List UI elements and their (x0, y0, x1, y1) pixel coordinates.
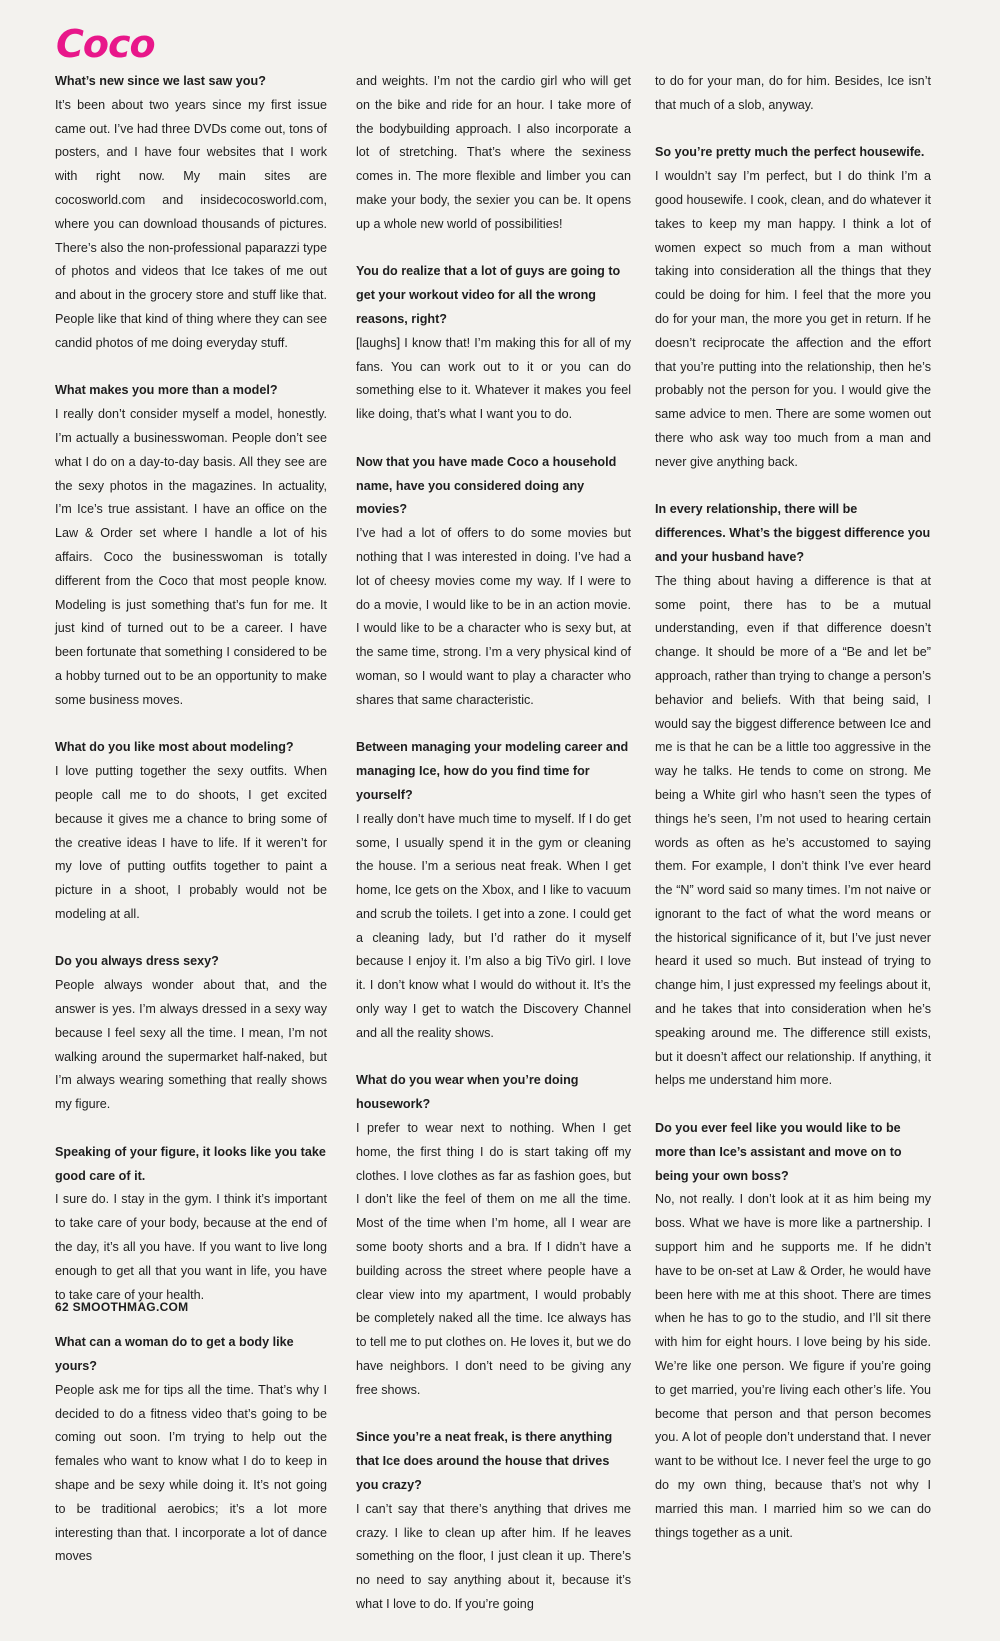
interview-question: In every relationship, there will be differences. What’s the biggest difference you and your husband have? (655, 502, 931, 564)
article-column-3 (655, 70, 931, 1569)
interview-answer: [laughs] I know that! I’m making this for all of my fans. You can work out to it or you can do something else to it. Whatever it makes you feel like doing, that’s what I want you to do. (356, 335, 631, 422)
interview-question: So you’re pretty much the perfect housewife. (655, 145, 925, 160)
interview-answer: I really don’t consider myself a model, honestly. I’m actually a businesswoman. People don’t see what I do on a day-to-day basis. All they see are the sexy photos in the magazines. In actuality, I’m Ice’s true assistant. I have an office on the Law & Order set where I handle a lot of his affairs. Coco the businesswoman is totally different from the Coco that most people know. Modeling is just something that’s fun for me. It just kind of turned out to be a career. I have been fortunate that something I considered to be a hobby turned out to be an opportunity to make some business moves. (55, 407, 327, 707)
interview-answer: No, not really. I don’t look at it as him being my boss. What we have is more like a partnership. I support him and he supports me. If he didn’t have to be on-set at Law & Order, he would have been here with me at this shoot. There are times when he has to go to the studio, and I’ll sit there with him for eight hours. I love being by his side. We’re like one person. We figure if you’re going to get married, you’re living each other’s life. You become that person and that person becomes you. A lot of people don’t understand that. I never want to be without Ice. I never feel the urge to go do my own thing, because that’s not why I married this man. I married him so we can do things together as a unit. (655, 1192, 931, 1540)
interview-answer: The thing about having a difference is that at some point, there has to be a mutual understanding, even if that difference doesn’t change. It should be more of a “Be and let be” approach, rather than trying to change a person’s behavior and beliefs. With that being said, I would say the biggest difference between Ice and me is that he can be a little too aggressive in the way he talks. He tends to come on strong. Me being a White girl who hasn’t seen the types of things he’s seen, I’m not used to hearing certain words as often as he’s accustomed to saying them. For example, I don’t think I’ve ever heard the “N” word said so many times. I’m not naive or ignorant to the fact of what the word means or the historical significance of it, but I’ve just never heard it used so much. But instead of trying to change him, I just expressed my feelings about it, and he takes that into consideration when he’s speaking around me. The difference still exists, but it doesn’t affect our relationship. If anything, it helps me understand him more. (655, 573, 931, 1088)
interview-answer: I prefer to wear next to nothing. When I get home, the first thing I do is start taking off my clothes. I love clothes as far as fashion goes, but I don’t like the feel of them on me all the time. Most of the time when I’m home, all I wear are some booty shorts and a bra. If I didn’t have a building across the street where people have a clear view into my apartment, I would probably be completely naked all the time. Ice always has to tell me to put clothes on. He loves it, but we do have neighbors. I don’t need to be giving any free shows. (356, 1121, 631, 1397)
interview-question: What’s new since we last saw you? (55, 74, 266, 88)
article-column-2 (356, 70, 631, 1641)
interview-question: What can a woman do to get a body like yours? (55, 1335, 294, 1374)
interview-question: Do you always dress sexy? (55, 954, 219, 969)
interview-answer: to do for your man, do for him. Besides, Ice isn’t that much of a slob, anyway. (655, 74, 931, 112)
magazine-logo: Coco (56, 22, 155, 66)
interview-question: Do you ever feel like you would like to be more than Ice’s assistant and move on to being your own boss? (655, 1121, 902, 1183)
interview-answer: I wouldn’t say I’m perfect, but I do think I’m a good housewife. I cook, clean, and do whatever it takes to keep my man happy. I think a lot of women expect so much from a man without taking into consideration all the things that they could be doing for him. I feel that the more you do for your man, the more you get in return. If he doesn’t reciprocate the affection and the effort that you’re putting into the relationship, then he’s probably not the person for you. I would give the same advice to men. There are some women out there who ask way too much from a man and never give anything back. (655, 169, 931, 469)
interview-answer: I really don’t have much time to myself. If I do get some, I usually spend it in the gym or cleaning the house. I’m a serious neat freak. When I get home, Ice gets on the Xbox, and I like to vacuum and scrub the toilets. I get into a zone. I could get a cleaning lady, but I’d rather do it myself because I enjoy it. I’m also a big TiVo girl. I love it. I don’t know what I would do without it. It’s the only way I get to watch the Discovery Channel and all the reality shows. (356, 811, 631, 1040)
interview-answer: I can’t say that there’s anything that drives me crazy. I like to clean up after him. If he leaves something on the floor, I just clean it up. There’s no need to say anything about it, because it’s what I love to do. If you’re going (356, 1501, 631, 1611)
interview-question: You do realize that a lot of guys are going to get your workout video for all the wrong reasons, right? (356, 264, 621, 326)
interview-question: Now that you have made Coco a household name, have you considered doing any movies? (356, 454, 617, 517)
page-folio: 62 SMOOTHMAG.COM (55, 1300, 189, 1314)
interview-question: Since you’re a neat freak, is there anything that Ice does around the house that drives you crazy? (356, 1430, 613, 1493)
interview-question: Between managing your modeling career and managing Ice, how do you find time for yourself? (356, 740, 629, 802)
interview-answer: I love putting together the sexy outfits. When people call me to do shoots, I get excited because it gives me a chance to bring some of the creative ideas I have to life. If it weren’t for my love of putting outfits together to paint a picture in a shoot, I probably would not be modeling at all. (55, 764, 327, 921)
interview-answer: I’ve had a lot of offers to do some movies but nothing that I was interested in doing. I’ve had a lot of cheesy movies come my way. If I were to do a movie, I would like to be in an action movie. I would like to be a character who is sexy but, at the same time, strong. I’m a very physical kind of woman, so I would want to play a character who shares that same characteristic. (356, 526, 631, 707)
interview-question: What do you wear when you’re doing housework? (356, 1073, 579, 1112)
interview-answer: and weights. I’m not the cardio girl who will get on the bike and ride for an hour. I take more of the bodybuilding approach. I also incorporate a lot of stretching. That’s where the sexiness comes in. The more flexible and limber you can make your body, the sexier you can be. It opens up a whole new world of possibilities! (356, 74, 631, 231)
interview-question: What do you like most about modeling? (55, 740, 294, 755)
interview-answer: People always wonder about that, and the answer is yes. I’m always dressed in a sexy way because I feel sexy all the time. I mean, I’m not walking around the supermarket half-naked, but I’m always wearing something that really shows my figure. (55, 978, 327, 1112)
article-column-1 (55, 70, 327, 1593)
interview-answer: I sure do. I stay in the gym. I think it’s important to take care of your body, because at the end of the day, it’s all you have. If you want to live long enough to get all that you want in life, you have to take care of your health. (55, 1192, 327, 1302)
interview-question: Speaking of your figure, it looks like you take good care of it. (55, 1144, 326, 1183)
interview-answer: It’s been about two years since my first issue came out. I’ve had three DVDs come out, tons of posters, and I have four websites that I work with right now. My main sites are cocosworld.com and insidecocosworld.com, where you can download thousands of pictures. There’s also the non-professional paparazzi type of photos and videos that Ice takes of me out and about in the grocery store and stuff like that. People like that kind of thing where they can see candid photos of me doing everyday stuff. (55, 97, 327, 350)
interview-answer: People ask me for tips all the time. That’s why I decided to do a fitness video that’s going to be coming out soon. I’m trying to help out the females who want to know what I do to keep in shape and be sexy while doing it. It’s not going to be traditional aerobics; it’s a lot more interesting than that. I incorporate a lot of dance moves (55, 1382, 327, 1564)
interview-question: What makes you more than a model? (55, 383, 278, 398)
